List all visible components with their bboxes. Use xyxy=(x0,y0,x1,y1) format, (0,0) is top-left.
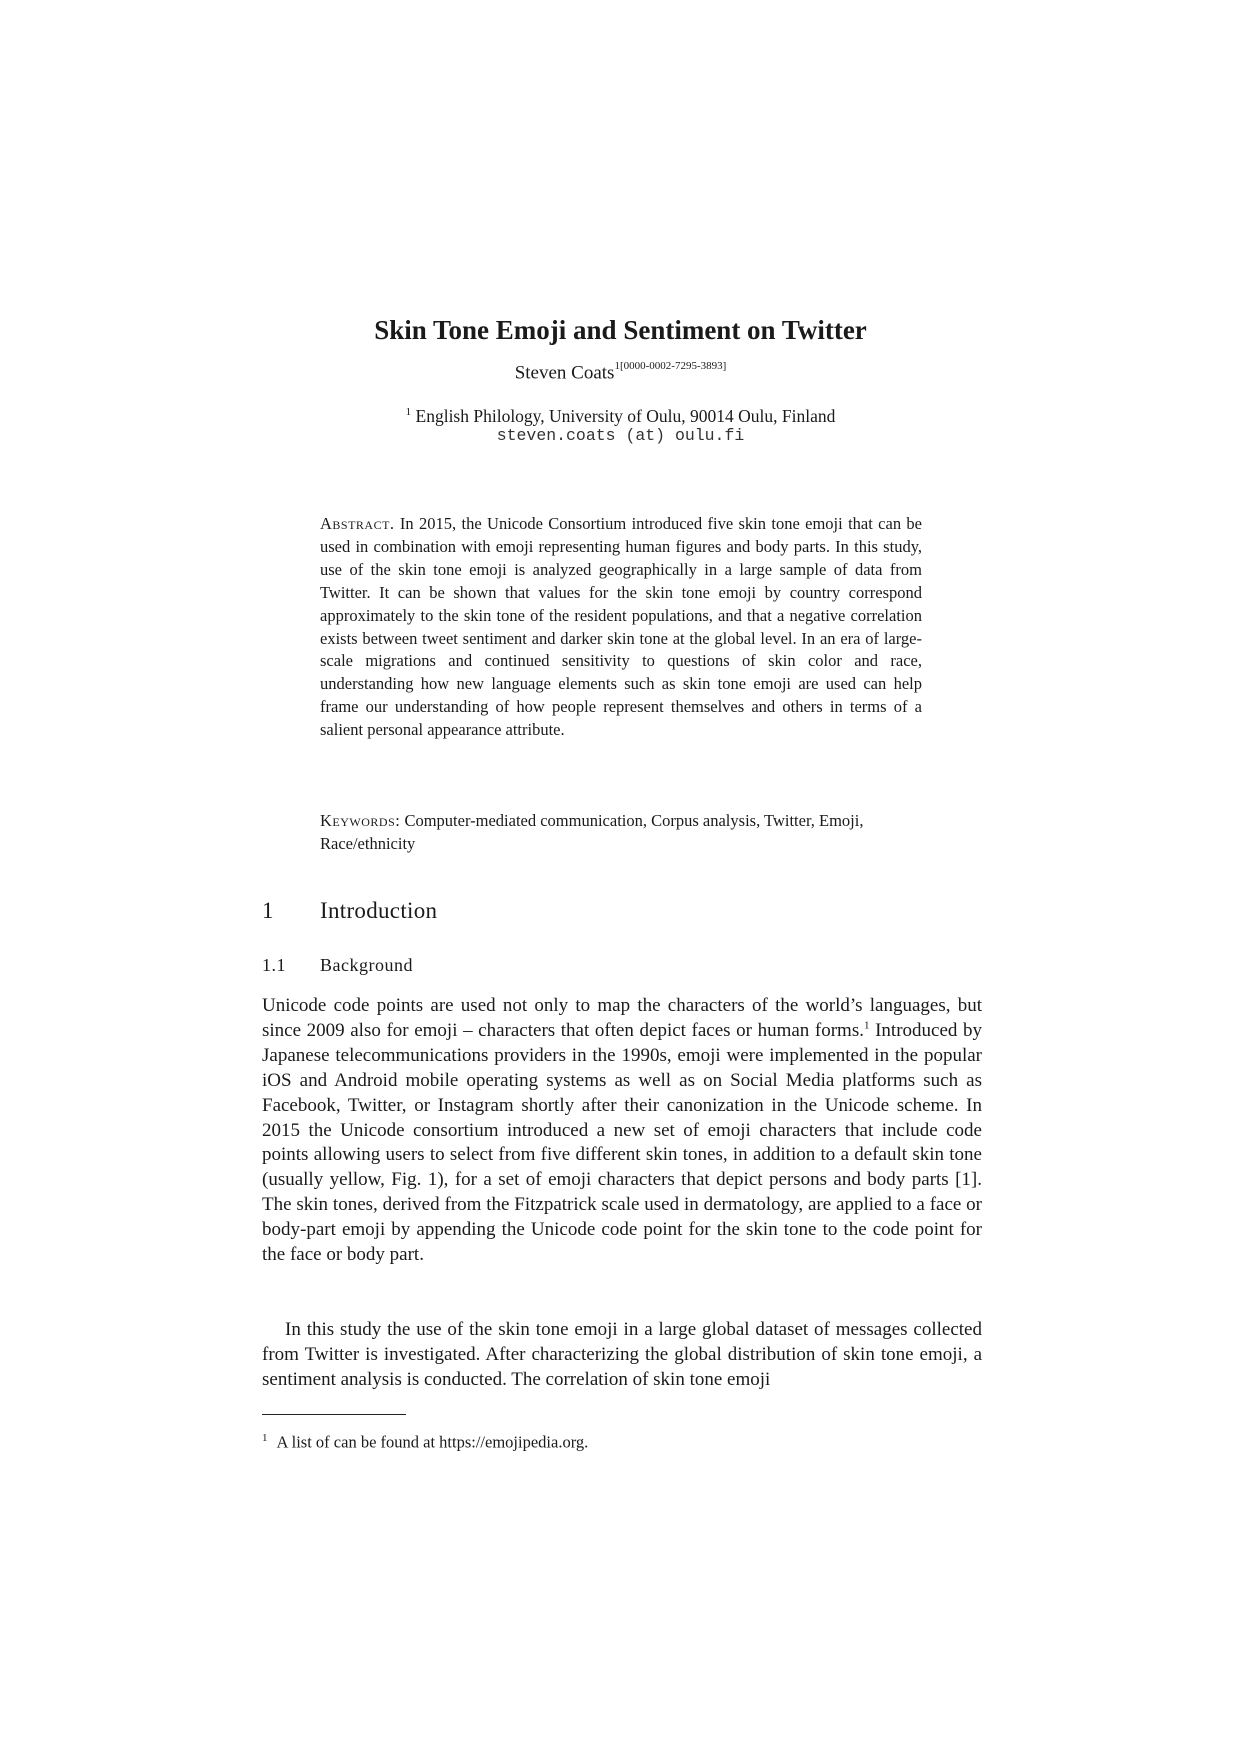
section-heading xyxy=(262,896,437,926)
body-paragraph xyxy=(262,994,982,1268)
body-paragraph-2: In this study the use of the skin tone emoji in a large global dataset of messages collected from Twitter is investigated. After characterizing the global distribution of skin tone emoji, a sentiment analysis is conducted. The correlation of skin tone emoji xyxy=(262,1319,982,1390)
paragraph-text: Unicode code points are used not only to map the characters of the world’s languages, but since 2009 also for emoji – characters that often depict faces or human forms. xyxy=(262,995,982,1041)
subsection-heading xyxy=(262,953,413,977)
footnote-number: 1 xyxy=(262,1432,268,1444)
footnote xyxy=(262,1427,588,1454)
author-line xyxy=(0,355,1241,386)
section-title: Introduction xyxy=(320,898,438,923)
abstract-label: Abstract. xyxy=(320,514,395,533)
section-number: 1 xyxy=(262,898,274,923)
author-orcid: 1[0000-0002-7295-3893] xyxy=(614,360,727,372)
subsection-number: 1.1 xyxy=(262,955,286,975)
subsection-title: Background xyxy=(320,955,413,975)
footnote-ref: 1 xyxy=(863,1019,870,1032)
paper-title: Skin Tone Emoji and Sentiment on Twitter xyxy=(374,315,867,345)
paragraph-text-continued: Introduced by Japanese telecommunications providers in the 1990s, emoji were implemented in the popular iOS and Android mobile operating systems as well as on Social Media platforms such as Facebook, Twitter, or Instagram shortly after their canonization in the Unicode scheme. In 2015 the Unicode consortium introduced a new set of emoji characters that include code points allowing users to select from five different skin tones, in addition to a default skin tone (usually yellow, Fig. 1), for a set of emoji characters that depict persons and body parts [1]. The skin tones, derived from the Fitzpatrick scale used in dermatology, are applied to a face or body-part emoji by appending the Unicode code point for the skin tone to the code point for the face or body part. xyxy=(262,1019,982,1266)
keywords xyxy=(320,810,922,856)
keywords-label: Keywords: xyxy=(320,811,401,830)
abstract-text: In 2015, the Unicode Consortium introduced five skin tone emoji that can be used in combination with emoji representing human figures and body parts. In this study, use of the skin tone emoji is analyzed geographically in a large sample of data from Twitter. It can be shown that values for the skin tone emoji by country correspond approximately to the skin tone of the resident populations, and that a negative correlation exists between tweet sentiment and darker skin tone at the global level. In an era of large-scale migrations and continued sensitivity to questions of skin color and race, understanding how new language elements such as skin tone emoji are used can help frame our understanding of how people represent themselves and others in terms of a salient personal appearance attribute. xyxy=(320,514,922,740)
author-name: Steven Coats xyxy=(514,362,615,384)
affiliation xyxy=(0,401,1241,428)
affiliation-marker: 1 xyxy=(405,406,412,418)
author-email: steven.coats (at) oulu.fi xyxy=(496,426,745,445)
abstract xyxy=(320,513,922,742)
affiliation-text: English Philology, University of Oulu, 90014 Oulu, Finland xyxy=(411,405,836,426)
footnote-divider xyxy=(262,1414,406,1415)
footnote-text: A list of can be found at https://emojipedia.org. xyxy=(276,1432,589,1452)
keywords-text: Computer-mediated communication, Corpus analysis, Twitter, Emoji, Race/ethnicity xyxy=(320,811,864,853)
